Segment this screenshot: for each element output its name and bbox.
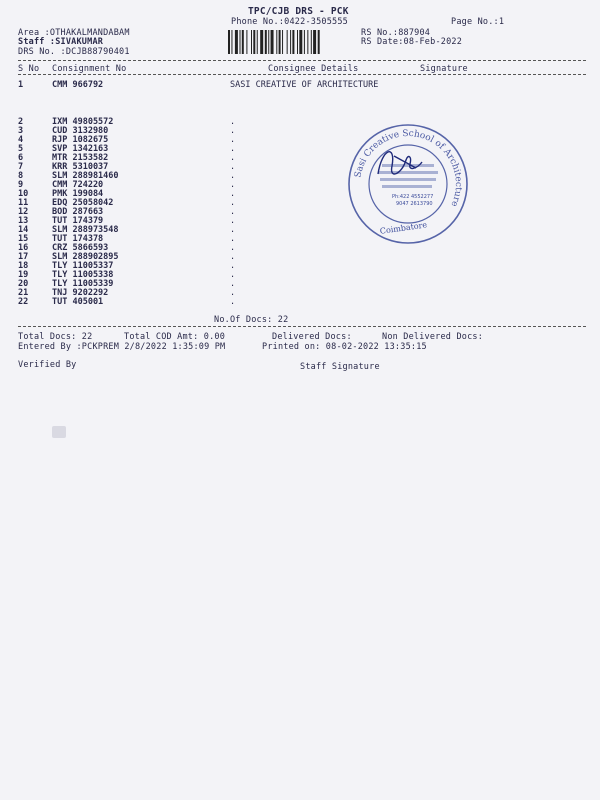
smudge-mark <box>52 426 66 438</box>
barcode-bar <box>292 30 294 54</box>
row-consignee-details: SASI CREATIVE OF ARCHITECTURE <box>230 80 379 90</box>
row-sno: 9 <box>18 180 24 190</box>
row-consignee-details: . <box>230 198 236 208</box>
row-consignee-details: . <box>230 252 236 262</box>
column-consignee: Consignee Details <box>268 64 359 74</box>
barcode-bar <box>228 30 230 54</box>
row-consignment-number: CMM 724220 <box>52 180 104 190</box>
barcode-bar <box>282 30 283 54</box>
row-consignment-number: TUT 174378 <box>52 234 104 244</box>
row-sno: 22 <box>18 297 29 307</box>
row-consignee-details: . <box>230 153 236 163</box>
row-consignment-number: KRR 5310037 <box>52 162 109 172</box>
staff-signature: Staff Signature <box>300 362 380 372</box>
stamp-phone-line: Ph:422 4552277 <box>392 194 434 200</box>
row-consignment-number: BOD 287663 <box>52 207 104 217</box>
column-consignment: Consignment No <box>52 64 127 74</box>
page-number: Page No.:1 <box>451 17 505 27</box>
stamp-ring-text: Sasi Creative School of Architecture <box>353 128 464 209</box>
row-sno: 17 <box>18 252 29 262</box>
row-consignee-details: . <box>230 126 236 136</box>
row-consignee-details: . <box>230 270 236 280</box>
row-consignee-details: . <box>230 144 236 154</box>
row-consignee-details: . <box>230 117 236 127</box>
barcode-bar <box>297 30 298 54</box>
delivered-docs: Delivered Docs: <box>272 332 352 342</box>
row-consignment-number: SLM 288981460 <box>52 171 119 181</box>
barcode-bar <box>246 30 247 54</box>
row-consignee-details: . <box>230 234 236 244</box>
row-sno: 10 <box>18 189 29 199</box>
barcode-bar <box>311 30 312 54</box>
barcode-bar <box>313 30 316 54</box>
barcode-bar <box>257 30 258 54</box>
barcode-bar <box>251 30 252 54</box>
barcode-bar <box>260 30 263 54</box>
row-consignee-details: . <box>230 279 236 289</box>
row-sno: 15 <box>18 234 29 244</box>
row-sno: 13 <box>18 216 29 226</box>
row-consignee-details: . <box>230 225 236 235</box>
row-consignee-details: . <box>230 189 236 199</box>
row-sno: 3 <box>18 126 24 136</box>
barcode-bar <box>265 30 267 54</box>
row-consignee-details: . <box>230 288 236 298</box>
row-sno: 14 <box>18 225 29 235</box>
row-consignment-number: CUD 3132980 <box>52 126 109 136</box>
row-sno: 8 <box>18 171 24 181</box>
row-sno: 1 <box>18 80 24 90</box>
row-consignee-details: . <box>230 216 236 226</box>
rs-date: RS Date:08-Feb-2022 <box>361 37 463 47</box>
barcode-bar <box>276 30 277 54</box>
barcode-bar <box>307 30 308 54</box>
row-consignment-number: RJP 1082675 <box>52 135 109 145</box>
divider <box>18 326 586 327</box>
barcode-bar <box>279 30 281 54</box>
stamp-phone-line: 9047 2613790 <box>396 201 433 207</box>
row-consignment-number: SLM 288973548 <box>52 225 119 235</box>
printed-on: Printed on: 08-02-2022 13:35:15 <box>262 342 427 352</box>
row-sno: 7 <box>18 162 24 172</box>
row-sno: 2 <box>18 117 24 127</box>
row-consignee-details: . <box>230 243 236 253</box>
row-consignment-number: PMK 199084 <box>52 189 104 199</box>
row-consignment-number: MTR 2153582 <box>52 153 109 163</box>
barcode-bar <box>287 30 288 54</box>
barcode-bar <box>235 30 238 54</box>
row-consignee-details: . <box>230 171 236 181</box>
barcode <box>228 30 351 54</box>
rs-number: RS No.:887904 <box>361 28 431 38</box>
row-consignee-details: . <box>230 261 236 271</box>
barcode-bar <box>304 30 305 54</box>
row-sno: 19 <box>18 270 29 280</box>
row-consignee-details: . <box>230 180 236 190</box>
row-sno: 4 <box>18 135 24 145</box>
row-consignment-number: TUT 174379 <box>52 216 104 226</box>
row-sno: 5 <box>18 144 24 154</box>
barcode-bar <box>290 30 291 54</box>
row-consignment-number: TLY 11005338 <box>52 270 114 280</box>
drs-number: DRS No. :DCJB88790401 <box>18 47 130 57</box>
entered-by: Entered By :PCKPREM 2/8/2022 1:35:09 PM <box>18 342 226 352</box>
row-consignment-number: EDQ 25058042 <box>52 198 114 208</box>
row-consignment-number: SLM 288902895 <box>52 252 119 262</box>
row-consignment-number: TNJ 9202292 <box>52 288 109 298</box>
row-consignment-number: TLY 11005339 <box>52 279 114 289</box>
row-consignment-number: SVP 1342163 <box>52 144 109 154</box>
barcode-bar <box>231 30 232 54</box>
row-sno: 21 <box>18 288 29 298</box>
row-sno: 6 <box>18 153 24 163</box>
row-sno: 20 <box>18 279 29 289</box>
staff-label: Staff :SIVAKUMAR <box>18 37 104 47</box>
handwritten-signature <box>372 138 452 188</box>
divider <box>18 74 586 75</box>
row-consignment-number: CRZ 5866593 <box>52 243 109 253</box>
row-consignment-number: CMM 966792 <box>52 80 104 90</box>
row-consignment-number: TLY 11005337 <box>52 261 114 271</box>
barcode-bar <box>318 30 320 54</box>
verified-by: Verified By <box>18 360 77 370</box>
area-label: Area :OTHAKALMANDABAM <box>18 28 130 38</box>
barcode-bar <box>271 30 274 54</box>
barcode-bar <box>299 30 302 54</box>
row-sno: 16 <box>18 243 29 253</box>
row-sno: 18 <box>18 261 29 271</box>
column-sno: S No <box>18 64 40 74</box>
row-consignment-number: TUT 405001 <box>52 297 104 307</box>
row-sno: 11 <box>18 198 29 208</box>
barcode-bar <box>253 30 255 54</box>
document-title: TPC/CJB DRS - PCK <box>248 6 349 17</box>
no-of-docs: No.Of Docs: 22 <box>214 315 289 325</box>
barcode-bar <box>242 30 244 54</box>
phone-number: Phone No.:0422-3505555 <box>231 17 348 27</box>
stamp-bottom-text: Coimbatore <box>379 220 428 236</box>
barcode-bar <box>268 30 269 54</box>
row-consignee-details: . <box>230 162 236 172</box>
column-signature: Signature <box>420 64 468 74</box>
divider <box>18 60 586 61</box>
row-consignee-details: . <box>230 207 236 217</box>
non-delivered-docs: Non Delivered Docs: <box>382 332 484 342</box>
row-consignment-number: IXM 49805572 <box>52 117 114 127</box>
row-consignee-details: . <box>230 135 236 145</box>
total-cod-amount: Total COD Amt: 0.00 <box>124 332 226 342</box>
row-consignee-details: . <box>230 297 236 307</box>
row-sno: 12 <box>18 207 29 217</box>
barcode-bar <box>240 30 241 54</box>
total-docs: Total Docs: 22 <box>18 332 93 342</box>
